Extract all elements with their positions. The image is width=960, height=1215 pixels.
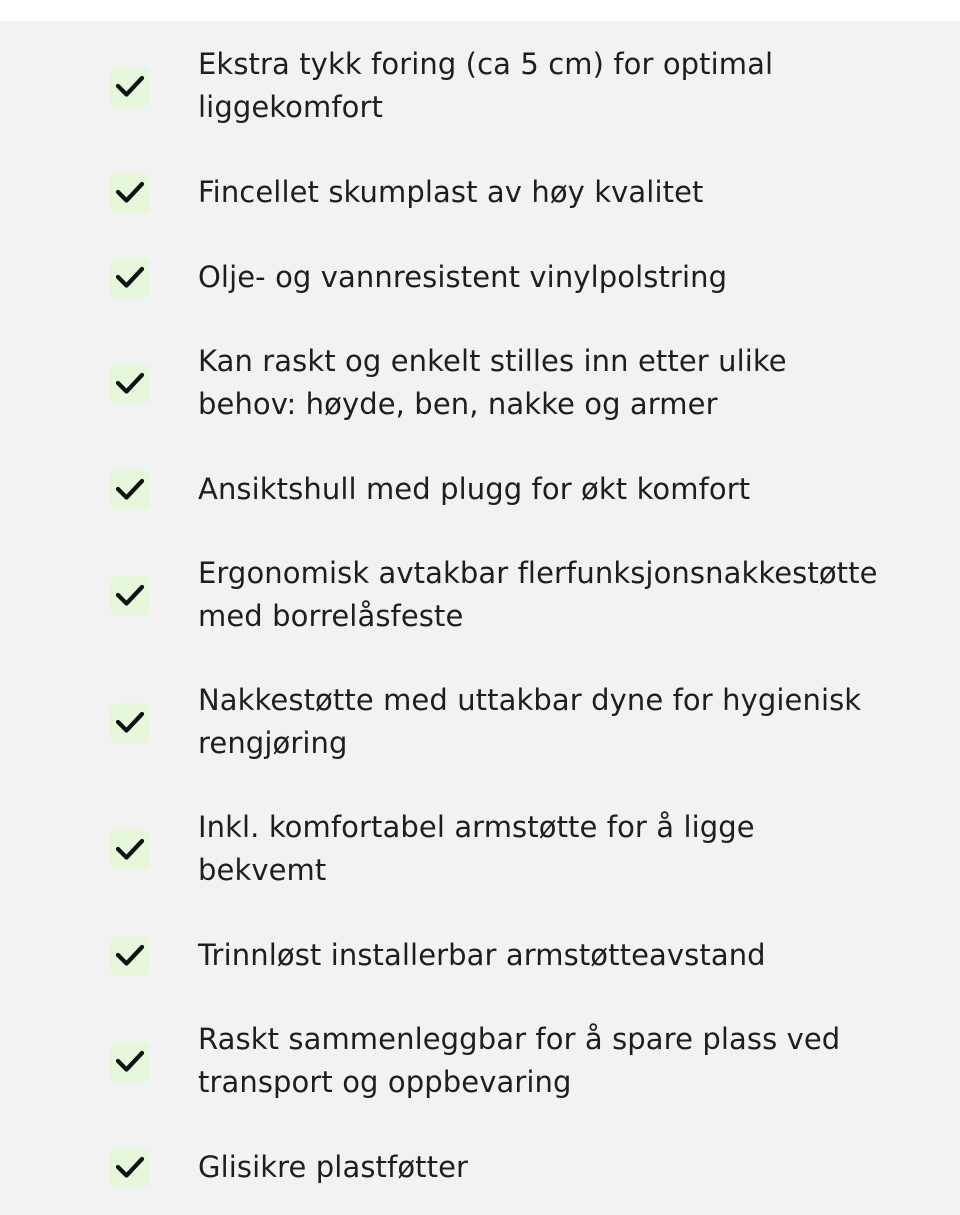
list-item — [108, 1018, 908, 1104]
checkmark-icon — [108, 64, 152, 108]
feature-text: Fincellet skumplast av høy kvalitet — [198, 174, 704, 209]
feature-text: Ergonomisk avtakbar flerfunksjonsnakkestøtte med borrelåsfeste — [198, 556, 878, 633]
list-item — [108, 170, 908, 214]
list-item — [108, 43, 908, 129]
feature-panel — [0, 21, 960, 1215]
feature-text: Glisikre plastføtter — [198, 1149, 469, 1184]
checkmark-icon — [108, 255, 152, 299]
feature-text: Raskt sammenleggbar for å spare plass ved transport og oppbevaring — [198, 1022, 841, 1099]
feature-text: Ekstra tykk foring (ca 5 cm) for optimal liggekomfort — [198, 47, 774, 124]
feature-text: Trinnløst installerbar armstøtteavstand — [198, 937, 766, 972]
checkmark-icon — [108, 827, 152, 871]
checkmark-icon — [108, 170, 152, 214]
checkmark-icon — [108, 700, 152, 744]
feature-text: Olje- og vannresistent vinylpolstring — [198, 259, 728, 294]
checkmark-icon — [108, 361, 152, 405]
checkmark-icon — [108, 1039, 152, 1083]
checkmark-icon — [108, 573, 152, 617]
list-item — [108, 340, 908, 426]
checkmark-icon — [108, 1145, 152, 1189]
feature-list — [0, 43, 960, 1215]
feature-text: Nakkestøtte med uttakbar dyne for hygienisk rengjøring — [198, 683, 862, 760]
feature-text: Ansiktshull med plugg for økt komfort — [198, 471, 751, 506]
list-item — [108, 933, 908, 977]
list-item — [108, 806, 908, 892]
list-item — [108, 467, 908, 511]
feature-text: Kan raskt og enkelt stilles inn etter ulike behov: høyde, ben, nakke og armer — [198, 344, 787, 421]
list-item — [108, 1145, 908, 1189]
feature-text: Inkl. komfortabel armstøtte for å ligge bekvemt — [198, 810, 755, 887]
checkmark-icon — [108, 467, 152, 511]
checkmark-icon — [108, 933, 152, 977]
list-item — [108, 552, 908, 638]
list-item — [108, 679, 908, 765]
list-item — [108, 255, 908, 299]
